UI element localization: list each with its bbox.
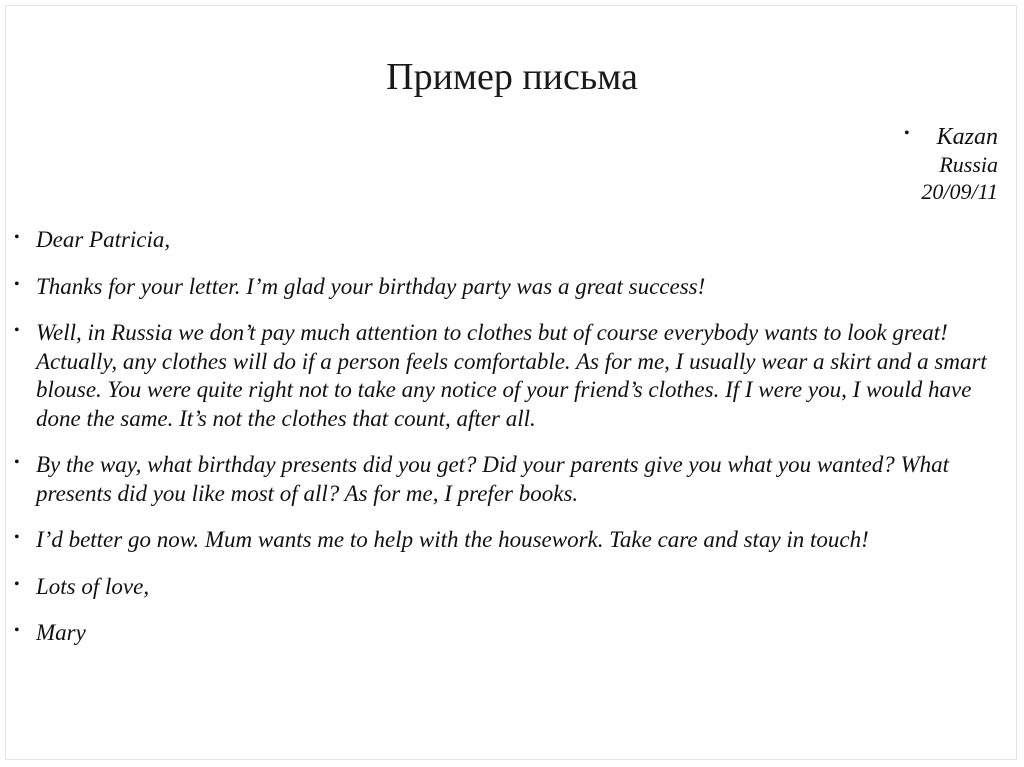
bullet: •: [14, 622, 20, 639]
letter-closing: [14, 573, 1004, 602]
page-title: Пример письма: [386, 56, 638, 98]
bullet: •: [14, 229, 20, 246]
bullet: •: [14, 575, 20, 593]
bullet: •: [14, 454, 20, 471]
letter-paragraph: [14, 451, 1004, 508]
letter-body: [14, 226, 1004, 694]
letter-paragraph: [14, 273, 1004, 302]
address-block: [921, 124, 998, 205]
address-country: Russia: [939, 152, 998, 177]
paragraph-text: By the way, what birthday presents did you get? Did your parents give you what you wanted? What presents did you like most of all? As for me, I prefer books.: [36, 452, 950, 506]
letter-signature: [14, 619, 1004, 648]
letter-greeting: [14, 226, 1004, 255]
letter-paragraph: [14, 319, 1004, 433]
paragraph-text: Thanks for your letter. I’m glad your birthday party was a great success!: [36, 273, 706, 299]
paragraph-text: Lots of love,: [36, 573, 150, 599]
paragraph-text: Well, in Russia we don’t pay much attention to clothes but of course everybody wants to look great! Actually, any clothes will do if a person feels comfortable. As for me, I usually wear a skirt and a smart blouse. You were quite right not to take any notice of your friend’s clothes. If I were you, I would have done the same. It’s not the clothes that count, after all.: [36, 320, 987, 431]
paragraph-text: I’d better go now. Mum wants me to help with the housework. Take care and stay in touch!: [36, 527, 869, 552]
bullet: •: [14, 275, 20, 293]
address-bullet: •: [904, 125, 910, 142]
address-city: Kazan: [936, 124, 998, 150]
paragraph-text: Mary: [36, 620, 86, 645]
letter-paragraph: [14, 526, 1004, 555]
address-date: 20/09/11: [921, 179, 998, 204]
paragraph-text: Dear Patricia,: [36, 227, 171, 252]
bullet: •: [14, 529, 20, 546]
bullet: •: [14, 322, 20, 339]
